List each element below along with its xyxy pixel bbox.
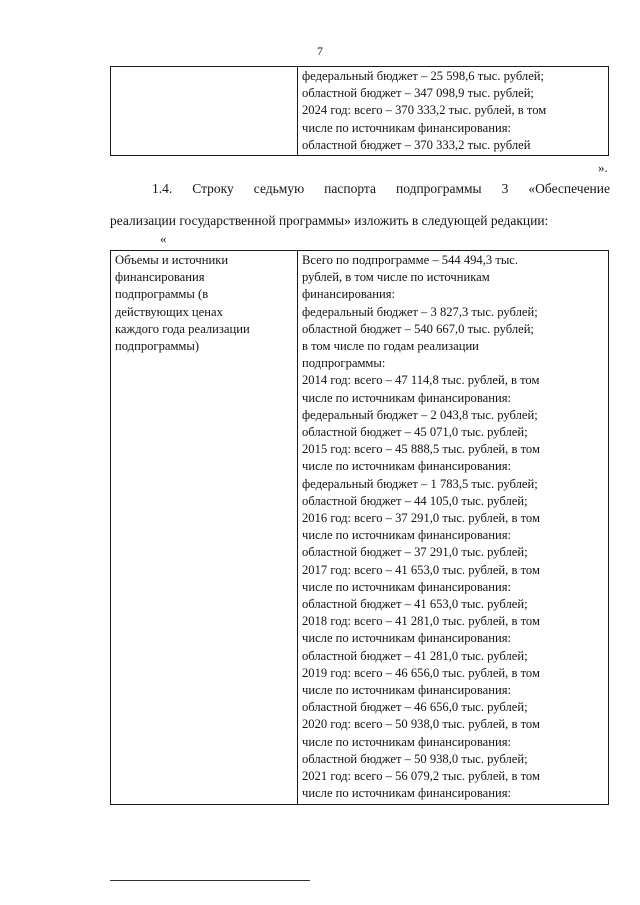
value-line: федеральный бюджет – 3 827,3 тыс. рублей;	[302, 304, 538, 319]
value-line: 2015 год: всего – 45 888,5 тыс. рублей, в том	[302, 442, 540, 457]
value-line: областной бюджет – 37 291,0 тыс. рублей;	[302, 545, 528, 560]
value-line: числе по источникам финансирования:	[302, 631, 511, 646]
value-line: числе по источникам финансирования:	[302, 786, 511, 801]
value-line: 2014 год: всего – 47 114,8 тыс. рублей, в том	[302, 373, 540, 388]
label-line: финансирования	[115, 270, 205, 285]
table1-line: областной бюджет – 370 333,2 тыс. рублей	[302, 137, 531, 152]
table1-line: числе по источникам финансирования:	[302, 120, 511, 135]
label-line: каждого года реализации	[115, 321, 250, 336]
value-line: числе по источникам финансирования:	[302, 734, 511, 749]
value-line: 2019 год: всего – 46 656,0 тыс. рублей, в том	[302, 665, 540, 680]
table-row	[111, 251, 609, 805]
value-line: рублей, в том числе по источникам	[302, 270, 490, 285]
value-line: областной бюджет – 41 281,0 тыс. рублей;	[302, 648, 528, 663]
paragraph-line: 1.4. Строку седьмую паспорта подпрограммы 3 «Обеспечение	[152, 181, 610, 196]
value-line: областной бюджет – 540 667,0 тыс. рублей;	[302, 321, 534, 336]
value-line: числе по источникам финансирования:	[302, 390, 511, 405]
label-line: подпрограммы (в	[115, 287, 209, 302]
table1-line: федеральный бюджет – 25 598,6 тыс. рублей;	[302, 69, 545, 83]
funding-table-subprogram-3	[110, 250, 609, 805]
value-line: 2016 год: всего – 37 291,0 тыс. рублей, в том	[302, 511, 540, 526]
value-line: областной бюджет – 41 653,0 тыс. рублей;	[302, 597, 528, 612]
value-line: 2018 год: всего – 41 281,0 тыс. рублей, в том	[302, 614, 540, 629]
table-cell-values	[298, 251, 609, 805]
table-row	[111, 67, 609, 156]
value-line: областной бюджет – 44 105,0 тыс. рублей;	[302, 493, 528, 508]
value-line: числе по источникам финансирования:	[302, 459, 511, 474]
value-line: подпрограммы:	[302, 356, 386, 371]
value-line: числе по источникам финансирования:	[302, 579, 511, 594]
value-line: в том числе по годам реализации	[302, 339, 479, 354]
closing-quote: ».	[598, 160, 608, 175]
funding-table-continued	[110, 66, 609, 156]
value-line: числе по источникам финансирования:	[302, 683, 511, 698]
value-line: областной бюджет – 46 656,0 тыс. рублей;	[302, 700, 528, 715]
table-cell-left	[111, 67, 298, 156]
opening-quote: «	[160, 231, 167, 246]
footer-rule	[110, 880, 310, 881]
value-line: областной бюджет – 45 071,0 тыс. рублей;	[302, 425, 528, 440]
value-line: Всего по подпрограмме – 544 494,3 тыс.	[302, 253, 519, 267]
value-line: финансирования:	[302, 287, 396, 302]
value-line: федеральный бюджет – 2 043,8 тыс. рублей;	[302, 407, 538, 422]
value-line: областной бюджет – 50 938,0 тыс. рублей;	[302, 751, 528, 766]
value-line: 2021 год: всего – 56 079,2 тыс. рублей, в том	[302, 769, 540, 784]
page-number: 7	[317, 44, 323, 58]
label-line: подпрограммы)	[115, 339, 200, 354]
value-line: федеральный бюджет – 1 783,5 тыс. рублей;	[302, 476, 538, 491]
value-line: 2017 год: всего – 41 653,0 тыс. рублей, в том	[302, 562, 540, 577]
table-cell-right	[298, 67, 609, 156]
table-cell-label	[111, 251, 298, 805]
paragraph-line: реализации государственной программы» изложить в следующей редакции:	[110, 213, 549, 228]
label-line: действующих ценах	[115, 304, 223, 319]
value-line: числе по источникам финансирования:	[302, 528, 511, 543]
table1-line: 2024 год: всего – 370 333,2 тыс. рублей, в том	[302, 103, 547, 118]
amendment-paragraph	[110, 180, 610, 230]
table1-line: областной бюджет – 347 098,9 тыс. рублей;	[302, 86, 534, 101]
value-line: 2020 год: всего – 50 938,0 тыс. рублей, в том	[302, 717, 540, 732]
label-line: Объемы и источники	[115, 253, 229, 267]
